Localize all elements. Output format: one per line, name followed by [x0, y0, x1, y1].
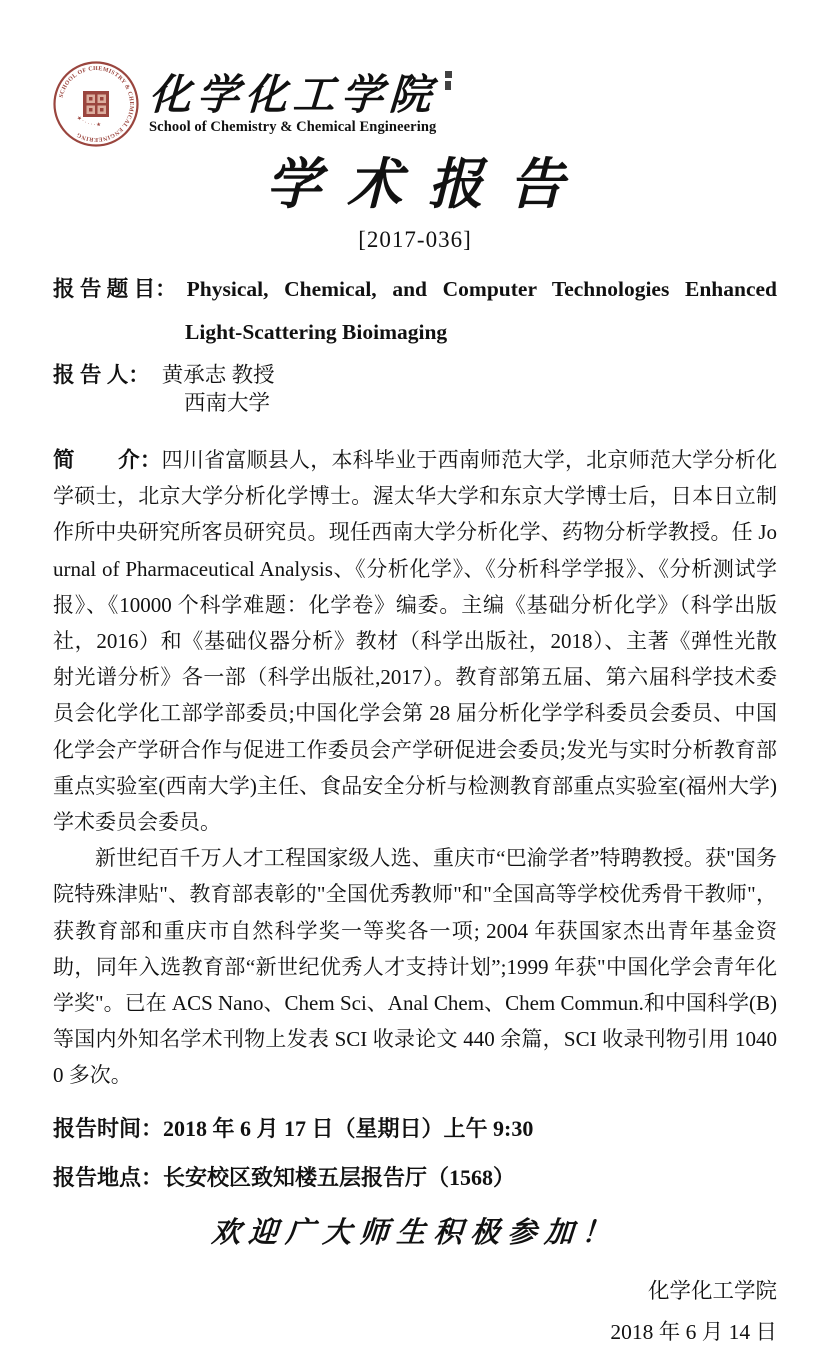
- topic-label: 报 告 题 目：: [53, 277, 177, 301]
- school-name-calligraphy: 化学化工学院: [147, 72, 439, 119]
- speaker-section: [53, 361, 777, 417]
- speaker-line: [53, 361, 777, 389]
- report-time-line: [53, 1115, 777, 1143]
- report-venue-label: 报告地点：: [53, 1164, 164, 1190]
- signature-mark-icon: [445, 71, 453, 90]
- intro-paragraph-1: [53, 442, 777, 840]
- svg-text:★ · · · · · ★: ★ · · · · · ★: [75, 114, 102, 129]
- school-seal-icon: [53, 61, 139, 147]
- logo-text-block: [149, 73, 437, 136]
- report-venue-value: 长安校区致知楼五层报告厅（1568）: [163, 1164, 516, 1190]
- intro-paragraph-2: 新世纪百千万人才工程国家级人选、重庆市“巴渝学者”特聘教授。获"国务院特殊津贴"、教育部表彰的"全国优秀教师"和"全国高等学校优秀骨干教师"，获教育部和重庆市自然科学奖一等奖各一项; 2004 年获国家杰出青年基金资助，同年入选教育部“新世纪优秀人才支持计划”;1999 年获"中国化学会青年化学奖"。已在 ACS Nano、Chem Sci、Anal Chem、Chem Commun.和中国科学(B)等国内外知名学术刊物上发表 SCI 收录论文 440 余篇，SCI 收录刊物引用 10400 多次。: [53, 846, 777, 1088]
- topic-text-line1: Physical, Chemical, and Computer Technologies Enhanced: [186, 277, 777, 301]
- report-topic-line1: [53, 274, 777, 304]
- document-number: [2017-036]: [358, 227, 472, 252]
- report-time-label: 报告时间：: [53, 1115, 164, 1141]
- intro-text-1: 四川省富顺县人，本科毕业于西南师范大学，北京师范大学分析化学硕士，北京大学分析化学博士。渥太华大学和东京大学博士后，日本日立制作所中央研究所客员研究员。现任西南大学分析化学、药物分析学教授。任 Journal of Pharmaceutical Analysis、《分析化学》、《分析科学学报》、《分析测试学报》、《10000 个科学难题：化学卷》编委。主编《基础分析化学》（科学出版社，2016）和《基础仪器分析》教材（科学出版社，2018）、主著《弹性光散射光谱分析》各一部（科学出版社,2017）。教育部第五届、第六届科学技术委员会化学化工部学部委员;中国化学会第 28 届分析化学学科委员会委员、中国化学会产学研合作与促进工作委员会产学研促进会委员;发光与实时分析教育部重点实验室(西南大学)主任、食品安全分析与检测教育部重点实验室(福州大学)学术委员会委员。: [53, 448, 777, 835]
- svg-text:SCHOOL OF CHEMISTRY & CHEMICAL: SCHOOL OF CHEMISTRY & CHEMICAL ENGINEERING: [58, 65, 135, 143]
- footer-date: 2018 年 6 月 14 日: [610, 1319, 777, 1344]
- school-name-english: School of Chemistry & Chemical Engineering: [149, 118, 437, 135]
- topic-text-line2: Light-Scattering Bioimaging: [185, 320, 448, 344]
- report-topic-section: [53, 274, 777, 347]
- document-title: 学术报告: [265, 154, 590, 215]
- intro-label: 简 介：: [53, 448, 162, 472]
- footer-block: [53, 1277, 777, 1346]
- speaker-label: 报 告 人：: [53, 363, 150, 387]
- speaker-intro-section: [53, 442, 777, 1094]
- speaker-name: 黄承志 教授: [161, 363, 275, 387]
- speaker-affiliation: 西南大学: [184, 391, 271, 415]
- institution-header: [53, 60, 777, 148]
- welcome-message: 欢迎广大师生积极参加！: [210, 1216, 620, 1249]
- footer-signature: 化学化工学院: [647, 1278, 777, 1303]
- report-time-value: 2018 年 6 月 17 日（星期日）上午 9:30: [163, 1115, 534, 1141]
- report-venue-line: [53, 1164, 777, 1192]
